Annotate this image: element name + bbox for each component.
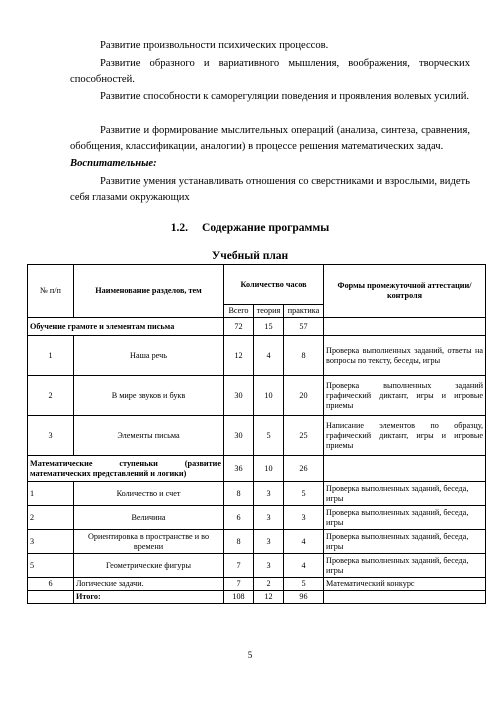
section-title-cell: Обучение грамоте и элементам письма — [28, 318, 224, 336]
row-num: 1 — [28, 482, 74, 506]
total-total: 108 — [224, 591, 254, 604]
section-form — [324, 456, 486, 482]
row-practice: 4 — [284, 554, 324, 578]
header-name: Наименование разделов, тем — [74, 265, 224, 318]
table-row — [28, 554, 486, 578]
row-num: 2 — [28, 506, 74, 530]
row-name: Наша речь — [74, 336, 224, 376]
row-theory: 3 — [254, 554, 284, 578]
section-total: 72 — [224, 318, 254, 336]
total-theory: 12 — [254, 591, 284, 604]
total-practice: 96 — [284, 591, 324, 604]
row-theory: 3 — [254, 506, 284, 530]
row-total: 30 — [224, 376, 254, 416]
row-name: В мире звуков и букв — [74, 376, 224, 416]
row-theory: 2 — [254, 578, 284, 591]
header-num: № п/п — [28, 265, 74, 318]
row-num: 5 — [28, 554, 74, 578]
row-name: Ориентировка в пространстве и во времени — [74, 530, 224, 554]
row-name: Логические задачи. — [74, 578, 224, 591]
row-theory: 5 — [254, 416, 284, 456]
row-form: Проверка выполненных заданий, ответы на вопросы по тексту, беседы, игры — [324, 336, 486, 376]
row-name: Количество и счет — [74, 482, 224, 506]
section-practice: 26 — [284, 456, 324, 482]
row-num: 2 — [28, 376, 74, 416]
row-total: 8 — [224, 482, 254, 506]
section-form — [324, 318, 486, 336]
row-name: Величина — [74, 506, 224, 530]
total-label: Итого: — [74, 591, 224, 604]
table-row — [28, 482, 486, 506]
row-form: Проверка выполненных заданий, беседа, игры — [324, 554, 486, 578]
paragraph-4: Развитие и формирование мыслительных операций (анализа, синтеза, сравнения, обобщения, классификации, аналогии) в процессе решения математических задач. — [70, 125, 470, 152]
row-practice: 25 — [284, 416, 324, 456]
row-form: Написание элементов по образцу, графический диктант, игры и игровые приемы — [324, 416, 486, 456]
row-name: Геометрические фигуры — [74, 554, 224, 578]
section-row — [28, 456, 486, 482]
section-title — [0, 222, 500, 234]
study-plan-table — [27, 264, 486, 604]
row-total: 7 — [224, 554, 254, 578]
row-practice: 5 — [284, 578, 324, 591]
section-total: 36 — [224, 456, 254, 482]
table-row — [28, 336, 486, 376]
row-theory: 10 — [254, 376, 284, 416]
subheading: Воспитательные: — [70, 158, 157, 169]
row-form: Проверка выполненных заданий, беседа, игры — [324, 530, 486, 554]
row-practice: 4 — [284, 530, 324, 554]
header-hours: Количество часов — [224, 265, 324, 305]
section-title-cell: Математические ступеньки (развитие математических представлений и логики) — [28, 456, 224, 482]
row-total: 30 — [224, 416, 254, 456]
table-row — [28, 530, 486, 554]
row-practice: 20 — [284, 376, 324, 416]
row-form: Проверка выполненных заданий графический диктант, игры и игровые приемы — [324, 376, 486, 416]
section-title-text: Содержание программы — [202, 222, 330, 234]
row-theory: 3 — [254, 482, 284, 506]
row-theory: 4 — [254, 336, 284, 376]
row-total: 8 — [224, 530, 254, 554]
row-form: Проверка выполненных заданий, беседа, игры — [324, 482, 486, 506]
paragraph-1: Развитие произвольности психических процессов. — [100, 40, 329, 51]
table-row — [28, 416, 486, 456]
header-practice: практика — [284, 305, 324, 318]
row-num: 6 — [28, 578, 74, 591]
row-practice: 3 — [284, 506, 324, 530]
row-form: Проверка выполненных заданий, беседа, игры — [324, 506, 486, 530]
row-practice: 5 — [284, 482, 324, 506]
table-title: Учебный план — [211, 250, 289, 262]
paragraph-5: Развитие умения устанавливать отношения со сверстниками и взрослыми, видеть себя глазами окружающих — [70, 176, 470, 203]
row-theory: 3 — [254, 530, 284, 554]
table-row — [28, 376, 486, 416]
paragraph-3: Развитие способности к саморегуляции поведения и проявления волевых усилий. — [100, 91, 470, 102]
row-total: 7 — [224, 578, 254, 591]
section-practice: 57 — [284, 318, 324, 336]
section-row — [28, 318, 486, 336]
total-row — [28, 591, 486, 604]
row-form: Математический конкурс — [324, 578, 486, 591]
row-num: 3 — [28, 416, 74, 456]
total-num — [28, 591, 74, 604]
row-practice: 8 — [284, 336, 324, 376]
total-form — [324, 591, 486, 604]
paragraph-2: Развитие образного и вариативного мышления, воображения, творческих способностей. — [70, 58, 470, 85]
row-num: 3 — [28, 530, 74, 554]
row-total: 6 — [224, 506, 254, 530]
row-total: 12 — [224, 336, 254, 376]
table-header-row — [28, 265, 486, 305]
section-number: 1.2. — [170, 222, 189, 234]
page-number: 5 — [247, 650, 253, 660]
row-name: Элементы письма — [74, 416, 224, 456]
header-theory: теория — [254, 305, 284, 318]
table-row — [28, 506, 486, 530]
row-num: 1 — [28, 336, 74, 376]
table-row — [28, 578, 486, 591]
section-theory: 15 — [254, 318, 284, 336]
header-forms: Формы промежуточной аттестации/ контроля — [324, 265, 486, 318]
header-total: Всего — [224, 305, 254, 318]
section-theory: 10 — [254, 456, 284, 482]
